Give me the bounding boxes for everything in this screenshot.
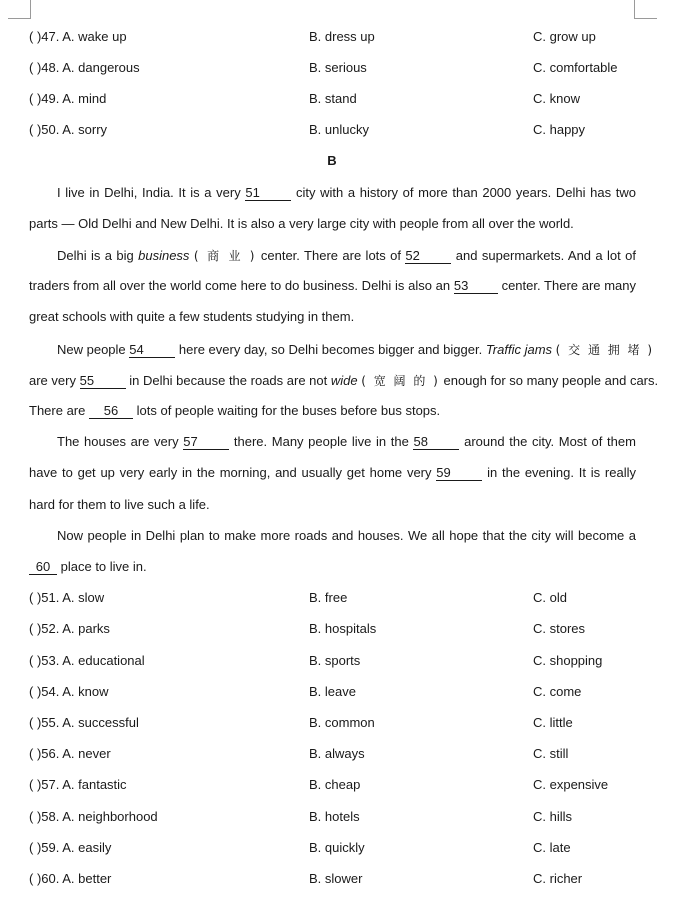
option-c: C. richer	[533, 871, 583, 886]
option-c: C. comfortable	[533, 60, 618, 75]
passage-line: parts — Old Delhi and New Delhi. It is also a very large city with people from all over the world.	[29, 216, 574, 231]
passage-line: New people 54 here every day, so Delhi becomes bigger and bigger. Traffic jams ( 交 通 拥 堵 )	[57, 342, 655, 357]
option-c: C. happy	[533, 122, 586, 137]
question-number: ( )53.	[29, 653, 60, 668]
passage-line: The houses are very 57 there. Many people live in the 58 around the city. Most of them	[57, 434, 636, 449]
question-row-48	[0, 59, 673, 77]
question-number: ( )59.	[29, 840, 60, 855]
question-number: ( )57.	[29, 777, 60, 792]
option-b: B. leave	[309, 684, 356, 699]
option-a: A. better	[62, 871, 112, 886]
blank-53: 53	[454, 278, 498, 294]
option-a: A. know	[62, 684, 109, 699]
option-a: A. successful	[62, 715, 139, 730]
question-row-51	[0, 589, 673, 607]
option-a: A. never	[62, 746, 111, 761]
option-c: C. come	[533, 684, 582, 699]
option-a: A. slow	[62, 590, 105, 605]
passage-line: 60 place to live in.	[29, 558, 147, 576]
option-c: C. shopping	[533, 653, 603, 668]
option-b: B. free	[309, 590, 348, 605]
question-row-58	[0, 808, 673, 826]
question-row-60	[0, 870, 673, 888]
question-number: ( )50.	[29, 122, 60, 137]
option-c: C. grow up	[533, 29, 596, 44]
question-number: ( )52.	[29, 621, 60, 636]
question-number: ( )51.	[29, 590, 60, 605]
option-c: C. hills	[533, 809, 573, 824]
option-a: A. dangerous	[62, 60, 140, 75]
section-heading: B	[327, 153, 337, 168]
option-b: B. unlucky	[309, 122, 369, 137]
question-number: ( )58.	[29, 809, 60, 824]
option-b: B. serious	[309, 60, 367, 75]
passage-line: Now people in Delhi plan to make more roads and houses. We all hope that the city will become a	[57, 528, 636, 543]
option-b: B. sports	[309, 653, 361, 668]
question-row-47	[0, 28, 673, 46]
option-c: C. old	[533, 590, 567, 605]
question-number: ( )60.	[29, 871, 60, 886]
option-a: A. sorry	[62, 122, 108, 137]
passage-line: traders from all over the world come here to do business. Delhi is also an 53 center. There are many	[29, 278, 637, 293]
option-a: A. educational	[62, 653, 145, 668]
option-c: C. late	[533, 840, 571, 855]
question-row-52	[0, 620, 673, 638]
page-corner-mark-left	[8, 0, 31, 19]
passage-line: There are 56 lots of people waiting for the buses before bus stops.	[29, 403, 441, 418]
option-a: A. mind	[62, 91, 107, 106]
passage-line: have to get up very early in the morning, and usually get home very 59 in the evening. It is really	[29, 465, 636, 480]
question-row-57	[0, 776, 673, 794]
question-row-49	[0, 90, 673, 108]
blank-57: 57	[183, 434, 229, 450]
question-row-53	[0, 652, 673, 670]
option-b: B. dress up	[309, 29, 375, 44]
blank-60: 60	[29, 559, 57, 575]
passage-line: I live in Delhi, India. It is a very 51 city with a history of more than 2000 years. Delhi has two	[57, 185, 636, 200]
question-row-55	[0, 714, 673, 732]
option-b: B. common	[309, 715, 375, 730]
question-number: ( )47.	[29, 29, 60, 44]
option-a: A. neighborhood	[62, 809, 158, 824]
passage-line: Delhi is a big business ( 商 业 ) center. There are lots of 52 and supermarkets. And a lot of	[57, 248, 636, 263]
question-number: ( )48.	[29, 60, 60, 75]
option-a: A. wake up	[62, 29, 127, 44]
page-corner-mark-right	[634, 0, 657, 19]
option-a: A. parks	[62, 621, 110, 636]
blank-59: 59	[436, 465, 482, 481]
blank-54: 54	[129, 342, 175, 358]
option-b: B. quickly	[309, 840, 365, 855]
blank-55: 55	[80, 373, 126, 389]
blank-58: 58	[413, 434, 459, 450]
question-row-50	[0, 121, 673, 139]
question-number: ( )56.	[29, 746, 60, 761]
option-c: C. still	[533, 746, 569, 761]
option-a: A. fantastic	[62, 777, 127, 792]
option-a: A. easily	[62, 840, 112, 855]
option-c: C. stores	[533, 621, 586, 636]
blank-56: 56	[89, 403, 133, 419]
question-number: ( )54.	[29, 684, 60, 699]
option-c: C. expensive	[533, 777, 609, 792]
option-b: B. stand	[309, 91, 357, 106]
passage-line: great schools with quite a few students studying in them.	[29, 309, 355, 324]
option-b: B. slower	[309, 871, 363, 886]
option-b: B. cheap	[309, 777, 361, 792]
question-row-54	[0, 683, 673, 701]
option-c: C. little	[533, 715, 573, 730]
option-b: B. always	[309, 746, 365, 761]
question-row-56	[0, 745, 673, 763]
blank-51: 51	[245, 185, 291, 201]
passage-line: are very 55 in Delhi because the roads are not wide ( 宽 阔 的 ) enough for so many people and cars.	[29, 373, 659, 388]
option-b: B. hospitals	[309, 621, 377, 636]
blank-52: 52	[405, 248, 451, 264]
question-row-59	[0, 839, 673, 857]
option-b: B. hotels	[309, 809, 360, 824]
question-number: ( )49.	[29, 91, 60, 106]
question-number: ( )55.	[29, 715, 60, 730]
passage-line: hard for them to live such a life.	[29, 497, 210, 512]
option-c: C. know	[533, 91, 580, 106]
